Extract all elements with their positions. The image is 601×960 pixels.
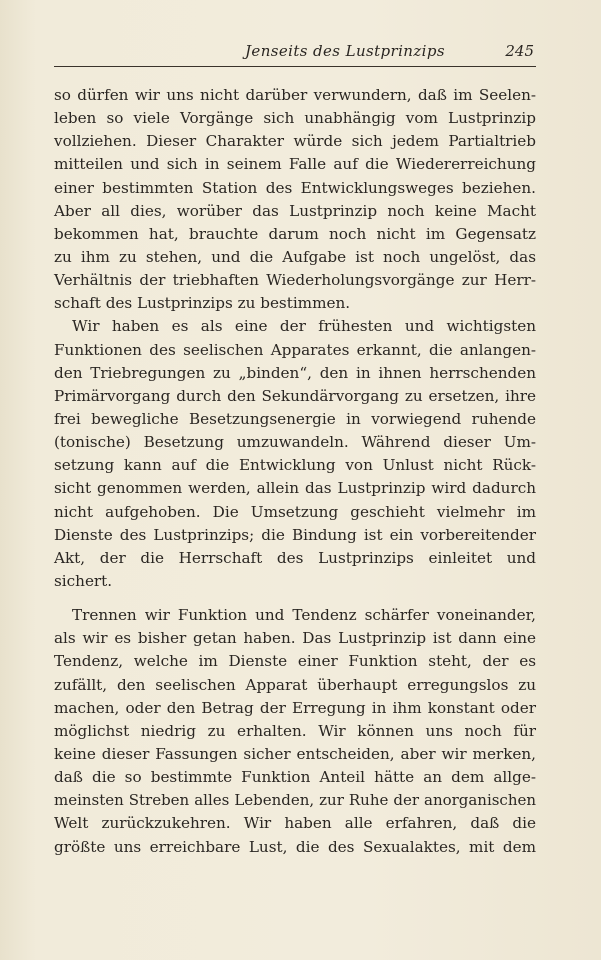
text-line: möglichst niedrig zu erhalten. Wir können uns noch für [54, 721, 536, 740]
text-line: Trennen wir Funktion und Tendenz schärfer voneinander, [72, 606, 536, 625]
text-line: (tonische) Besetzung umzuwandeln. Während dieser Um- [54, 433, 536, 452]
text-line: Funktionen des seelischen Apparates erkannt, die anlangen- [54, 340, 536, 359]
text-line: Verhältnis der triebhaften Wiederholungsvorgänge zur Herr- [54, 271, 536, 290]
page-number: 245 [505, 42, 534, 60]
text-line: daß die so bestimmte Funktion Anteil hätte an dem allge- [54, 768, 536, 787]
running-head [54, 38, 536, 66]
paragraph-3 [54, 604, 536, 859]
text-line: nicht aufgehoben. Die Umsetzung geschieht vielmehr im [54, 502, 536, 521]
text-line: Tendenz, welche im Dienste einer Funktion steht, der es [54, 652, 536, 671]
text-line: Dienste des Lustprinzips; die Bindung ist ein vorbereitender [54, 525, 536, 544]
text-line: machen, oder den Betrag der Erregung in ihm konstant oder [54, 698, 536, 717]
text-line: Akt, der die Herrschaft des Lustprinzips einleitet und [54, 548, 536, 567]
text-line: Welt zurückzukehren. Wir haben alle erfahren, daß die [54, 814, 536, 833]
running-title: Jenseits des Lustprinzips [245, 42, 445, 60]
text-line: leben so viele Vorgänge sich unabhängig vom Lustprinzip [54, 109, 536, 128]
text-line: einer bestimmten Station des Entwicklungsweges beziehen. [54, 178, 536, 197]
text-line: Primärvorgang durch den Sekundärvorgang zu ersetzen, ihre [54, 386, 536, 405]
text-line: frei bewegliche Besetzungsenergie in vorwiegend ruhende [54, 409, 536, 428]
text-line: schaft des Lustprinzips zu bestimmen. [54, 294, 351, 313]
header-rule [54, 66, 536, 67]
text-line: den Triebregungen zu „binden“, den in ihnen herrschenden [54, 363, 536, 382]
text-line: Aber all dies, worüber das Lustprinzip noch keine Macht [54, 201, 536, 220]
body-text [54, 84, 536, 859]
text-line: Wir haben es als eine der frühesten und wichtigsten [72, 317, 536, 336]
text-line: zufällt, den seelischen Apparat überhaupt erregungslos zu [54, 675, 536, 694]
text-line: sichert. [54, 571, 113, 590]
paragraph-2 [54, 315, 536, 593]
text-line: so dürfen wir uns nicht darüber verwundern, daß im Seelen- [54, 86, 536, 104]
text-line: keine dieser Fassungen sicher entscheiden, aber wir merken, [54, 744, 536, 763]
text-line: zu ihm zu stehen, und die Aufgabe ist noch ungelöst, das [54, 247, 536, 266]
text-line: bekommen hat, brauchte darum noch nicht im Gegensatz [54, 224, 536, 243]
text-line: setzung kann auf die Entwicklung von Unlust nicht Rück- [54, 456, 536, 475]
text-line: größte uns erreichbare Lust, die des Sexualaktes, mit dem [54, 837, 536, 856]
text-line: mitteilen und sich in seinem Falle auf die Wiedererreichung [54, 155, 536, 174]
text-line: vollziehen. Dieser Charakter würde sich jedem Partialtrieb [54, 132, 536, 151]
text-line: sicht genommen werden, allein das Lustprinzip wird dadurch [54, 479, 536, 498]
paragraph-1 [54, 84, 536, 315]
text-line: als wir es bisher getan haben. Das Lustprinzip ist dann eine [54, 629, 536, 648]
paragraph-gap [54, 593, 536, 604]
text-line: meinsten Streben alles Lebenden, zur Ruhe der anorganischen [54, 791, 536, 810]
